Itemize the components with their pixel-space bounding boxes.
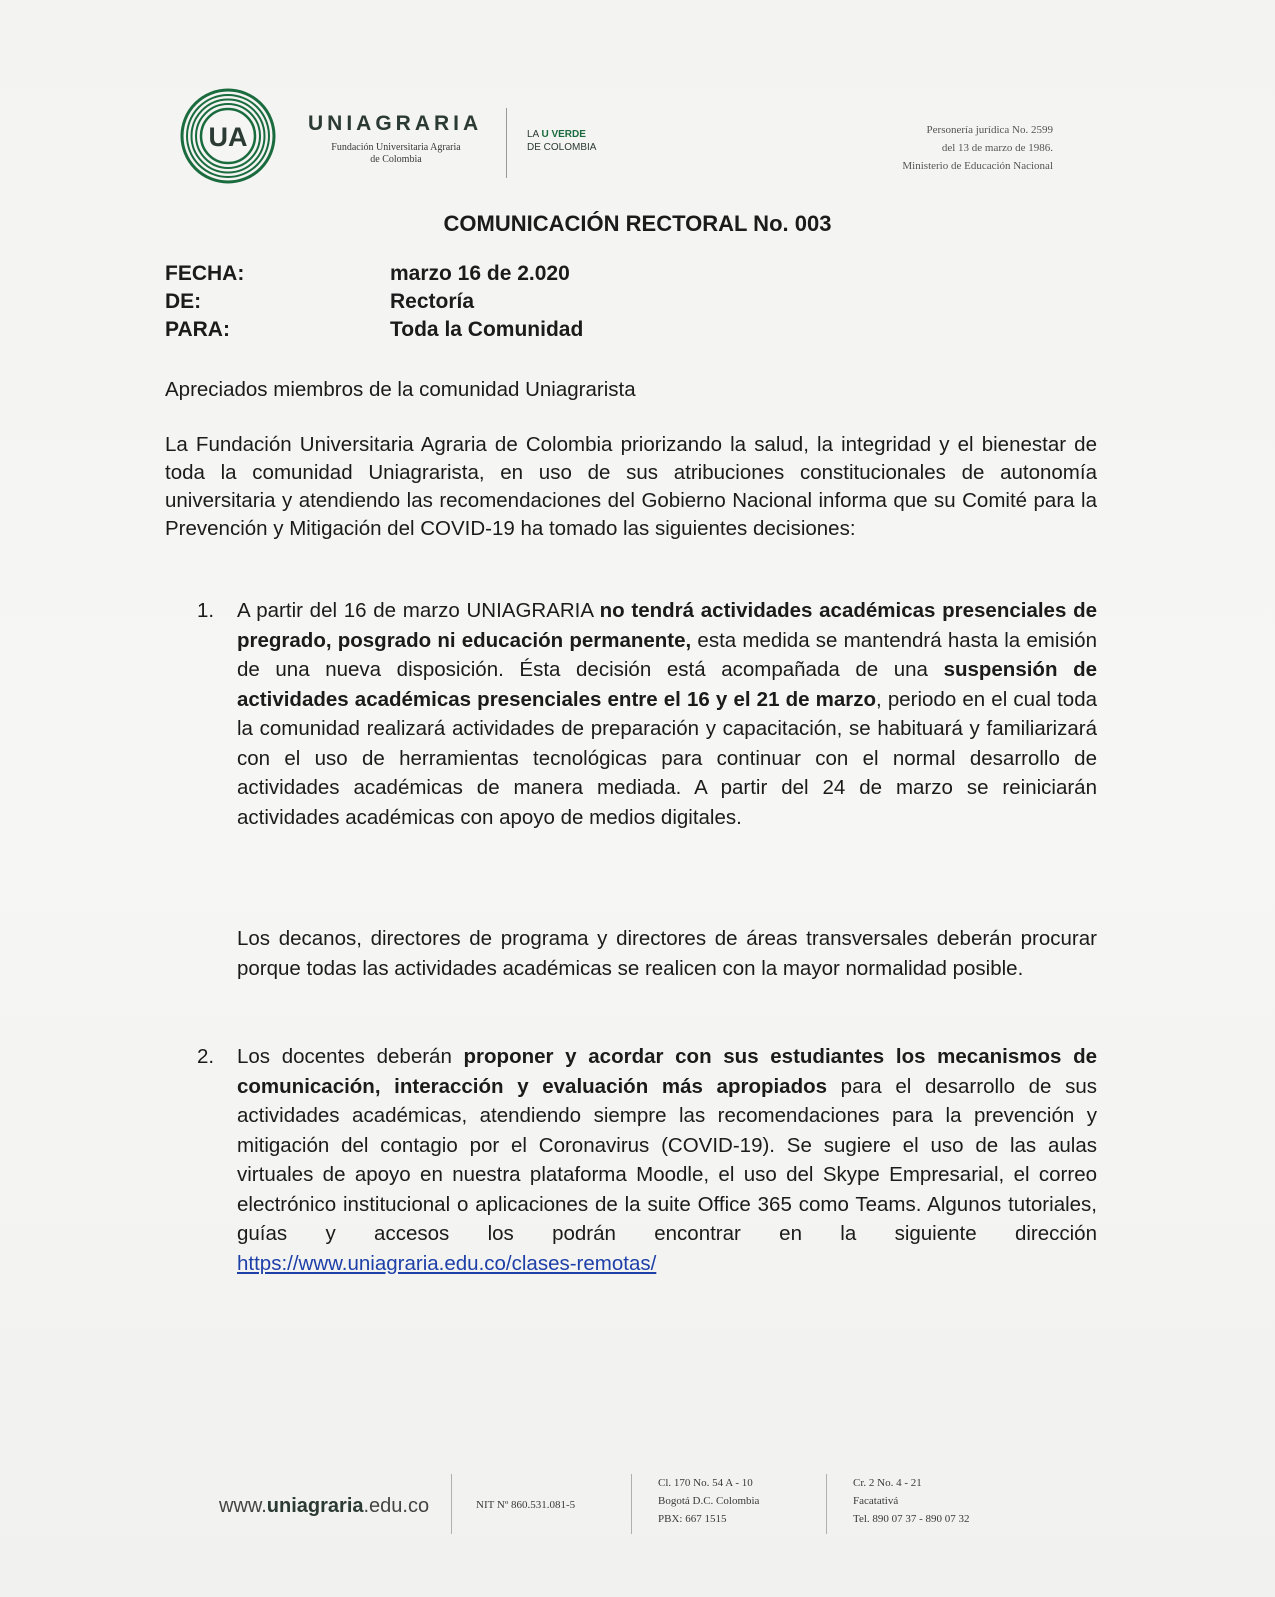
footer-address-line: Facatativá — [853, 1495, 899, 1507]
greeting: Apreciados miembros de la comunidad Uniagrarista — [165, 378, 636, 401]
footer-web-suffix: .edu.co — [363, 1495, 430, 1517]
brand-subtitle-line2: de Colombia — [370, 154, 422, 165]
item-text: para el desarrollo de sus actividades académicas, atendiendo siempre las recomendaciones para la prevención y mitigación del contagio por el Coronavirus (COVID-19). Se sugiere el uso de las aulas virtuales de apoyo en nuestra plataforma Moodle, el uso del Skype Empresarial, el correo electrónico institucional o aplicaciones de la suite Office 365 como Teams. Algunos tutoriales, guías y accesos los podrán encontrar en la siguiente dirección — [237, 1074, 1097, 1245]
tagline-u-verde: U VERDE — [541, 129, 586, 140]
legal-line2: del 13 de marzo de 1986. — [941, 142, 1053, 154]
item-number: 1. — [197, 599, 215, 622]
footer-address-facatativa — [853, 1474, 970, 1528]
meta-label: FECHA: — [165, 262, 245, 285]
footer-nit: NIT Nº 860.531.081-5 — [476, 1499, 576, 1511]
brand-name: UNIAGRARIA — [308, 112, 483, 135]
item-text: esta medida se mantendrá hasta la emisión de una nueva disposición. Ésta decisión está acompañada de una — [237, 628, 1097, 681]
item-text: A partir del 16 de marzo UNIAGRARIA — [237, 599, 600, 622]
footer-divider — [826, 1474, 827, 1534]
item-text: Los docentes deberán — [237, 1045, 464, 1068]
tagline-la: LA — [527, 129, 542, 140]
footer-divider — [451, 1474, 452, 1534]
brand-subtitle-line1: Fundación Universitaria Agraria — [331, 142, 461, 153]
brand-subtitle — [308, 142, 484, 166]
footer-website — [219, 1495, 429, 1518]
tagline-de-colombia: DE COLOMBIA — [527, 142, 597, 153]
footer-address-bogota — [658, 1474, 759, 1528]
meta-value: Rectoría — [390, 290, 475, 313]
logo-initials: UA — [208, 122, 248, 152]
uniagraria-seal-logo — [180, 88, 276, 184]
decision-item-2 — [237, 1042, 1097, 1278]
item-bold-text: suspensión de actividades académicas presenciales entre el 16 y el 21 de marzo — [237, 658, 1098, 711]
item-text: , periodo en el cual toda la comunidad realizará actividades de preparación y capacitación, se habituará y familiarizará con el uso de herramientas tecnológicas para continuar con el normal desarrollo de actividades académicas de manera mediada. A partir del 24 de marzo se reiniciarán actividades académicas con apoyo de medios digitales. — [237, 687, 1098, 829]
document-title: COMUNICACIÓN RECTORAL No. 003 — [443, 211, 832, 236]
footer-address-line: Tel. 890 07 37 - 890 07 32 — [853, 1513, 970, 1525]
footer-address-line: Cl. 170 No. 54 A - 10 — [658, 1477, 753, 1489]
brand-block — [308, 112, 484, 166]
remote-classes-link[interactable]: https://www.uniagraria.edu.co/clases-remotas/ — [237, 1251, 657, 1275]
header-divider — [506, 108, 507, 178]
tagline — [527, 128, 596, 154]
meta-value: Toda la Comunidad — [390, 318, 584, 341]
meta-label: PARA: — [165, 318, 230, 341]
footer-address-line: Cr. 2 No. 4 - 21 — [853, 1477, 922, 1489]
legal-line3: Ministerio de Educación Nacional — [902, 160, 1053, 172]
decision-item-1 — [237, 596, 1097, 832]
footer-address-line: PBX: 667 1515 — [658, 1513, 727, 1525]
item-number: 2. — [197, 1045, 215, 1068]
intro-paragraph: La Fundación Universitaria Agraria de Colombia priorizando la salud, la integridad y el bienestar de toda la comunidad Uniagrarista, en uso de sus atribuciones constitucionales de autonomía universitaria y atendiendo las recomendaciones del Gobierno Nacional informa que su Comité para la Prevención y Mitigación del COVID-19 ha tomado las siguientes decisiones: — [165, 433, 1097, 540]
footer-web-name: uniagraria — [266, 1495, 364, 1517]
decision-item-1-note: Los decanos, directores de programa y directores de áreas transversales deberán procurar porque todas las actividades académicas se realicen con la mayor normalidad posible. — [237, 927, 1097, 980]
footer-address-line: Bogotá D.C. Colombia — [658, 1495, 760, 1507]
legal-line1: Personería jurídica No. 2599 — [926, 124, 1053, 136]
item-bold-text: no tendrá actividades académicas presenciales de pregrado, posgrado ni educación permanente, — [237, 599, 1097, 652]
meta-value: marzo 16 de 2.020 — [390, 262, 570, 285]
footer-web-prefix: www. — [219, 1495, 267, 1517]
meta-label: DE: — [165, 290, 202, 313]
footer-divider — [631, 1474, 632, 1534]
item-bold-text: proponer y acordar con sus estudiantes los mecanismos de comunicación, interacción y evaluación más apropiados — [237, 1045, 1097, 1098]
legal-notice — [902, 121, 1053, 175]
